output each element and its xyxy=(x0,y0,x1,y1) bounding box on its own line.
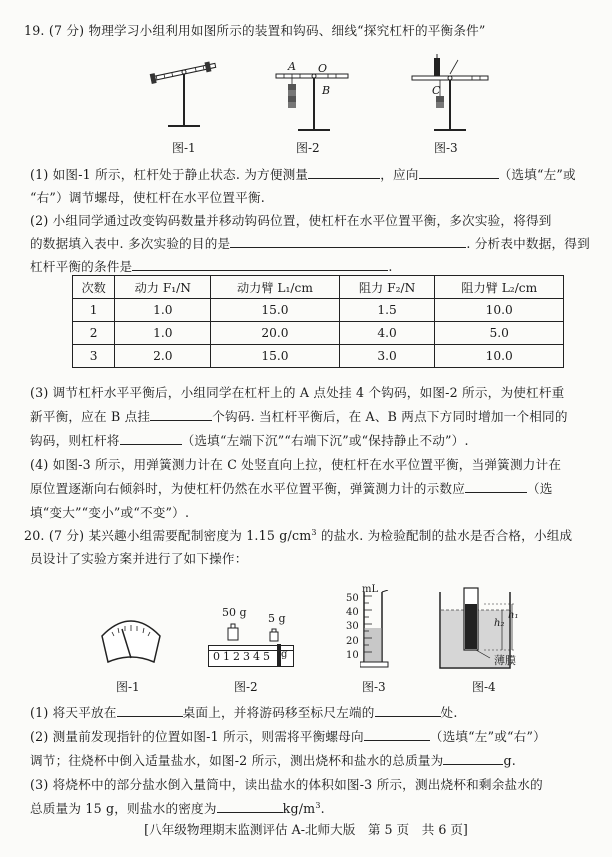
table-row xyxy=(73,322,564,345)
point-c-label: C xyxy=(432,84,441,97)
scale-tick: 1 xyxy=(223,650,233,663)
q19-part1-line1 xyxy=(30,164,576,183)
measuring-cylinder-figure xyxy=(360,590,394,672)
weight-50g-label: 50 g xyxy=(222,606,247,619)
table-cell: 5.0 xyxy=(435,322,564,345)
table-cell: 15.0 xyxy=(211,345,339,368)
cylinder-tick: 10 xyxy=(346,649,359,661)
table-cell: 4.0 xyxy=(339,322,435,345)
q19-p3-text-d: 钩码，则杠杆将 xyxy=(30,433,120,448)
q19-part1-line2: “右”）调节螺母，使杠杆在水平位置平衡. xyxy=(30,190,265,205)
q20-p3-text-c: kg/m xyxy=(282,801,316,816)
table-cell: 2.0 xyxy=(115,345,211,368)
cylinder-ticks xyxy=(346,592,359,663)
film-label: 薄膜 xyxy=(494,654,516,667)
q19-p3-blank-a[interactable] xyxy=(150,408,212,421)
q19-p1-text-b: ，应向 xyxy=(380,167,419,182)
q19-p2-text-e: . xyxy=(388,259,393,274)
q19-p3-blank-b[interactable] xyxy=(120,432,182,445)
table-header-cell: 动力 F₁/N xyxy=(115,276,211,299)
q19-p1-text-c: （选填“左”或 xyxy=(498,167,576,182)
q19-p4-blank[interactable] xyxy=(465,480,527,493)
q20-part1 xyxy=(30,702,458,721)
page-footer: [八年级物理期末监测评估 A-北师大版 第 5 页 共 6 页] xyxy=(144,822,468,837)
rider-scale xyxy=(208,645,294,667)
weight-5g-label: 5 g xyxy=(268,612,286,625)
q19-p4-text-b: 原位置逐渐向右倾斜时，为使杠杆仍然在水平位置平衡，弹簧测力计的示数应 xyxy=(30,481,465,496)
point-b-label: B xyxy=(322,84,331,97)
table-header-cell: 阻力臂 L₂/cm xyxy=(435,276,564,299)
rider-marker xyxy=(277,644,281,666)
table-row xyxy=(73,299,564,322)
q19-p2-text-c: . 分析表中数据，得到 xyxy=(466,236,590,251)
lever-figure-2 xyxy=(272,60,352,134)
q20-p3-text-b: 总质量为 15 g，则盐水的密度为 xyxy=(30,801,217,816)
q19-p2-text-d: 杠杆平衡的条件是 xyxy=(30,259,133,274)
q19-p3-text-c: 个钩码. 当杠杆平衡后，在 A、B 两点下方同时增加一个相同的 xyxy=(212,409,568,424)
q20-p3-text-d: . xyxy=(320,801,325,816)
point-o-label: O xyxy=(318,62,328,75)
table-cell: 1.0 xyxy=(115,322,211,345)
balance-dial-figure xyxy=(98,612,164,668)
q19-part3-line3 xyxy=(30,430,469,449)
h2-label: h₂ xyxy=(494,618,505,629)
q20-p3-sup: 3 xyxy=(315,800,321,810)
q20-stem-line2: 员设计了实验方案并进行了如下操作： xyxy=(30,551,248,566)
lever-figure-3 xyxy=(410,54,490,134)
q19-p3-text-b: 新平衡，应在 B 点挂 xyxy=(30,409,151,424)
q19-part2-line3 xyxy=(30,256,393,275)
q19-p2-blank-a[interactable] xyxy=(230,235,466,248)
cylinder-tick: 20 xyxy=(346,635,359,647)
fig1-caption: 图-1 xyxy=(172,141,196,155)
fig3-caption: 图-3 xyxy=(434,141,458,155)
q20-fig1-caption: 图-1 xyxy=(116,680,140,694)
q20-stem-line1 xyxy=(24,525,572,544)
cylinder-tick: 30 xyxy=(346,621,359,633)
table-row xyxy=(73,345,564,368)
q20-p1-text-c: 处. xyxy=(440,705,458,720)
q19-p3-text-e: （选填“左端下沉”“右端下沉”或“保持静止不动”）. xyxy=(181,433,469,448)
q20-part3-line1: (3) 将烧杯中的部分盐水倒入量筒中，读出盐水的体积如图-3 所示，测出烧杯和剩余盐水的 xyxy=(30,777,543,792)
lever-figure-1 xyxy=(148,52,218,132)
q19-p2-text-b: 的数据填入表中. 多次实验的目的是 xyxy=(30,236,231,251)
q20-part3-line2 xyxy=(30,798,325,817)
scale-tick: 5 xyxy=(263,650,273,663)
cylinder-tick: 40 xyxy=(346,607,359,619)
data-table xyxy=(72,275,564,368)
table-cell: 3.0 xyxy=(339,345,435,368)
scale-unit: g xyxy=(281,649,288,660)
table-cell: 1 xyxy=(73,299,115,322)
q20-fig3-caption: 图-3 xyxy=(362,680,386,694)
q19-part2-line2 xyxy=(30,233,590,252)
q20-p2-text-a: (2) 测量前发现指针的位置如图-1 所示，则需将平衡螺母向 xyxy=(30,729,364,744)
table-header-row xyxy=(73,276,564,299)
scale-tick: 4 xyxy=(253,650,263,663)
point-a-label: A xyxy=(288,60,296,73)
table-cell: 1.5 xyxy=(339,299,435,322)
q19-p2-blank-b[interactable] xyxy=(132,258,388,271)
q20-part2-line1 xyxy=(30,726,546,745)
scale-tick-labels xyxy=(213,650,273,663)
table-cell: 10.0 xyxy=(435,299,564,322)
q20-stem-a: 20. (7 分) 某兴趣小组需要配制密度为 1.15 g/cm xyxy=(24,528,312,543)
q20-fig2-caption: 图-2 xyxy=(234,680,258,694)
q20-p2-text-c: 调节；往烧杯中倒入适量盐水，如图-2 所示，测出烧杯和盐水的总质量为 xyxy=(30,753,444,768)
q20-p1-blank-a[interactable] xyxy=(117,704,183,717)
scale-tick: 2 xyxy=(233,650,243,663)
q20-p2-blank-a[interactable] xyxy=(364,728,430,741)
table-header-cell: 次数 xyxy=(73,276,115,299)
q20-p2-text-d: g. xyxy=(503,753,516,768)
q20-p1-text-a: (1) 将天平放在 xyxy=(30,705,117,720)
q20-part2-line2 xyxy=(30,750,516,769)
cylinder-tick: 50 xyxy=(346,593,359,604)
q20-fig4-caption: 图-4 xyxy=(472,680,496,694)
weights-icon xyxy=(222,622,292,646)
q19-part4-line2 xyxy=(30,478,553,497)
q20-p1-text-b: 桌面上，并将游码移至标尺左端的 xyxy=(182,705,375,720)
q20-stem-b: 的盐水. 为检验配制的盐水是否合格，小组成 xyxy=(316,528,573,543)
table-cell: 2 xyxy=(73,322,115,345)
q19-part3-line1: (3) 调节杠杆水平平衡后，小组同学在杠杆上的 A 点处挂 4 个钩码，如图-2 所示，为使杠杆重 xyxy=(30,385,565,400)
table-cell: 15.0 xyxy=(211,299,339,322)
table-cell: 20.0 xyxy=(211,322,339,345)
table-header-cell: 阻力 F₂/N xyxy=(339,276,435,299)
scale-tick: 3 xyxy=(243,650,253,663)
q19-p1-blank-a[interactable] xyxy=(308,166,380,179)
q19-part3-line2 xyxy=(30,406,568,425)
table-cell: 1.0 xyxy=(115,299,211,322)
q19-part4-line1: (4) 如图-3 所示，用弹簧测力计在 C 处竖直向上拉，使杠杆在水平位置平衡，当弹簧测力计在 xyxy=(30,457,562,472)
q19-p1-text-a: (1) 如图-1 所示，杠杆处于静止状态. 为方便测量 xyxy=(30,167,309,182)
table-header-cell: 动力臂 L₁/cm xyxy=(211,276,339,299)
q20-stem-sup: 3 xyxy=(311,527,317,537)
q20-p3-blank[interactable] xyxy=(217,800,283,813)
table-cell: 10.0 xyxy=(435,345,564,368)
h1-label: h₁ xyxy=(508,610,519,621)
q19-stem: 19. (7 分) 物理学习小组利用如图所示的装置和钩码、细线“探究杠杆的平衡条件” xyxy=(24,23,486,38)
q19-p1-blank-b[interactable] xyxy=(419,166,499,179)
fig2-caption: 图-2 xyxy=(296,141,320,155)
q20-p2-text-b: （选填“左”或“右”） xyxy=(429,729,546,744)
cylinder-unit: mL xyxy=(362,584,379,595)
q19-p4-text-c: （选 xyxy=(527,481,553,496)
q19-part4-line3: 填“变大”“变小”或“不变”）. xyxy=(30,505,190,520)
table-cell: 3 xyxy=(73,345,115,368)
q19-part2-line1: (2) 小组同学通过改变钩码数量并移动钩码位置，使杠杆在水平位置平衡，多次实验，将得到 xyxy=(30,213,552,228)
scale-tick: 0 xyxy=(213,650,223,663)
q20-p2-blank-b[interactable] xyxy=(443,752,503,765)
q20-p1-blank-b[interactable] xyxy=(375,704,441,717)
